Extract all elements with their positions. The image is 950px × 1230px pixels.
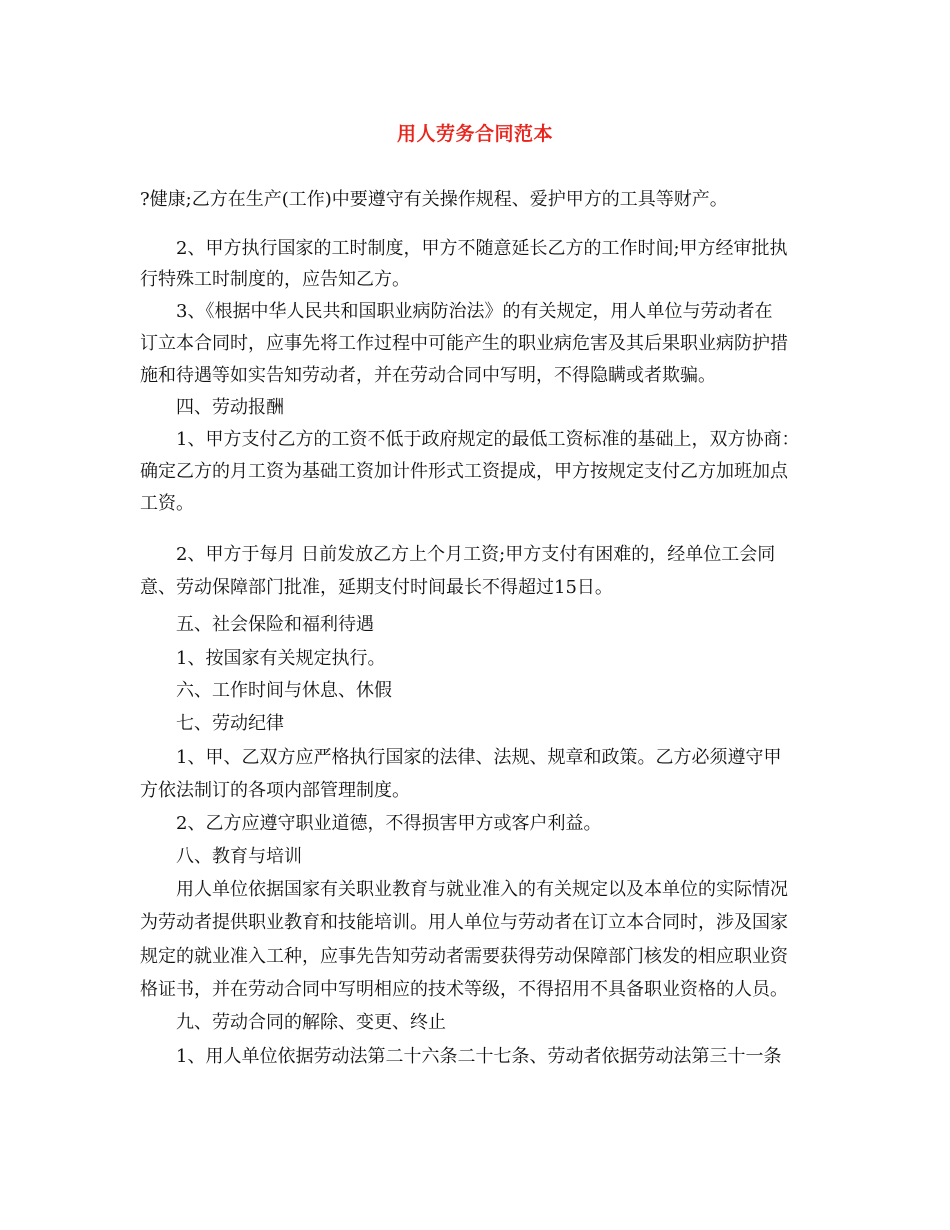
paragraph-line: 1、用人单位依据劳动法第二十六条二十七条、劳动者依据劳动法第三十一条: [176, 1046, 782, 1067]
section-heading: 九、劳动合同的解除、变更、终止: [176, 1012, 446, 1033]
paragraph-line: 工资。: [140, 493, 194, 514]
paragraph-line: 行特殊工时制度的，应告知乙方。: [140, 269, 410, 290]
paragraph-line: 3、《根据中华人民共和国职业病防治法》的有关规定，用人单位与劳动者在: [176, 301, 773, 322]
section-heading: 五、社会保险和福利待遇: [176, 614, 374, 635]
paragraph-line: 为劳动者提供职业教育和技能培训。用人单位与劳动者在订立本合同时，涉及国家: [140, 912, 788, 933]
paragraph-line: 方依法制订的各项内部管理制度。: [140, 780, 410, 801]
paragraph-line: 格证书，并在劳动合同中写明相应的技术等级，不得招用不具备职业资格的人员。: [140, 979, 788, 1000]
paragraph-line: 施和待遇等如实告知劳动者，并在劳动合同中写明，不得隐瞒或者欺骗。: [140, 365, 716, 386]
document-title: 用人劳务合同范本: [396, 123, 553, 145]
section-heading: 八、教育与培训: [176, 846, 302, 867]
paragraph-line: 2、乙方应遵守职业道德，不得损害甲方或客户利益。: [176, 813, 602, 834]
paragraph-line: 1、甲、乙双方应严格执行国家的法律、法规、规章和政策。乙方必须遵守甲: [176, 747, 782, 768]
section-heading: 四、劳动报酬: [176, 397, 284, 418]
section-heading: 六、工作时间与休息、休假: [176, 680, 392, 701]
paragraph-line: 意、劳动保障部门批准，延期支付时间最长不得超过15日。: [140, 577, 613, 598]
paragraph-line: 1、甲方支付乙方的工资不低于政府规定的最低工资标准的基础上，双方协商：: [176, 429, 800, 450]
paragraph-line: 订立本合同时，应事先将工作过程中可能产生的职业病危害及其后果职业病防护措: [140, 333, 788, 354]
paragraph-line: 1、按国家有关规定执行。: [176, 648, 386, 669]
section-heading: 七、劳动纪律: [176, 713, 284, 734]
paragraph-line: 2、甲方执行国家的工时制度，甲方不随意延长乙方的工作时间;甲方经审批执: [176, 238, 788, 259]
paragraph-line: 确定乙方的月工资为基础工资加计件形式工资提成，甲方按规定支付乙方加班加点: [140, 461, 788, 482]
paragraph-line: 用人单位依据国家有关职业教育与就业准入的有关规定以及本单位的实际情况: [176, 879, 788, 900]
paragraph-line: ?健康;乙方在生产(工作)中要遵守有关操作规程、爱护甲方的工具等财产。: [140, 189, 728, 210]
paragraph-line: 规定的就业准入工种，应事先告知劳动者需要获得劳动保障部门核发的相应职业资: [140, 946, 788, 967]
paragraph-line: 2、甲方于每月 日前发放乙方上个月工资;甲方支付有困难的，经单位工会同: [176, 544, 776, 565]
